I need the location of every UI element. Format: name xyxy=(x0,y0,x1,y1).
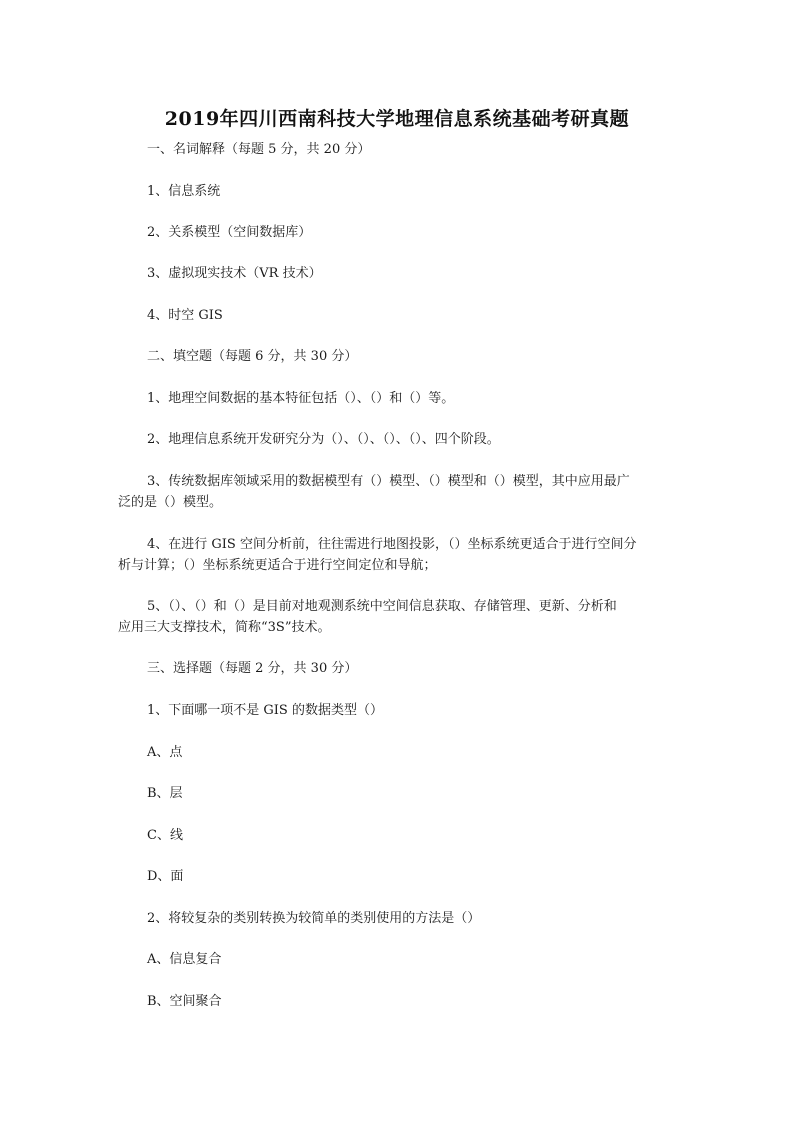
fill-item-3-line-2: 泛的是（）模型。 xyxy=(118,495,223,510)
fill-item-5-line-2: 应用三大支撑技术，简称“3S”技术。 xyxy=(118,620,331,635)
fill-item-3 xyxy=(118,471,677,513)
section1-heading: 一、名词解释（每题 5 分，共 20 分） xyxy=(147,142,371,157)
fill-item-2: 2、地理信息系统开发研究分为（）、（）、（）、（）、四个阶段。 xyxy=(147,432,500,447)
document-title: 2019年四川西南科技大学地理信息系统基础考研真题 xyxy=(164,108,630,130)
fill-item-4-line-1: 4、在进行 GIS 空间分析前，往往需进行地图投影，（）坐标系统更适合于进行空间分 xyxy=(147,537,637,552)
fill-item-3-line-1: 3、传统数据库领域采用的数据模型有（）模型、（）模型和（）模型，其中应用最广 xyxy=(147,474,630,489)
fill-item-5-line-1: 5、（）、（）和（）是目前对地观测系统中空间信息获取、存储管理、更新、分析和 xyxy=(147,599,617,614)
q1-option-d: D、面 xyxy=(147,869,184,884)
q1-option-c: C、线 xyxy=(147,828,183,843)
fill-item-4 xyxy=(118,534,677,576)
fill-item-5 xyxy=(118,596,677,638)
term-item-3: 3、虚拟现实技术（VR 技术） xyxy=(147,266,322,281)
q2-option-b: B、空间聚合 xyxy=(147,994,222,1009)
q2-option-a: A、信息复合 xyxy=(147,952,222,967)
fill-item-1: 1、地理空间数据的基本特征包括（）、（）和（）等。 xyxy=(147,391,455,406)
fill-item-4-line-2: 析与计算；（）坐标系统更适合于进行空间定位和导航； xyxy=(118,558,437,573)
q1-option-b: B、层 xyxy=(147,786,183,801)
section3-heading: 三、选择题（每题 2 分，共 30 分） xyxy=(147,661,358,676)
term-item-2: 2、关系模型（空间数据库） xyxy=(147,225,312,240)
choice-question-1: 1、下面哪一项不是 GIS 的数据类型（） xyxy=(147,703,383,718)
term-item-1: 1、信息系统 xyxy=(147,184,221,199)
section2-heading: 二、填空题（每题 6 分，共 30 分） xyxy=(147,349,358,364)
term-item-4: 4、时空 GIS xyxy=(147,308,223,323)
q1-option-a: A、点 xyxy=(147,745,183,760)
choice-question-2: 2、将较复杂的类别转换为较简单的类别使用的方法是（） xyxy=(147,911,481,926)
